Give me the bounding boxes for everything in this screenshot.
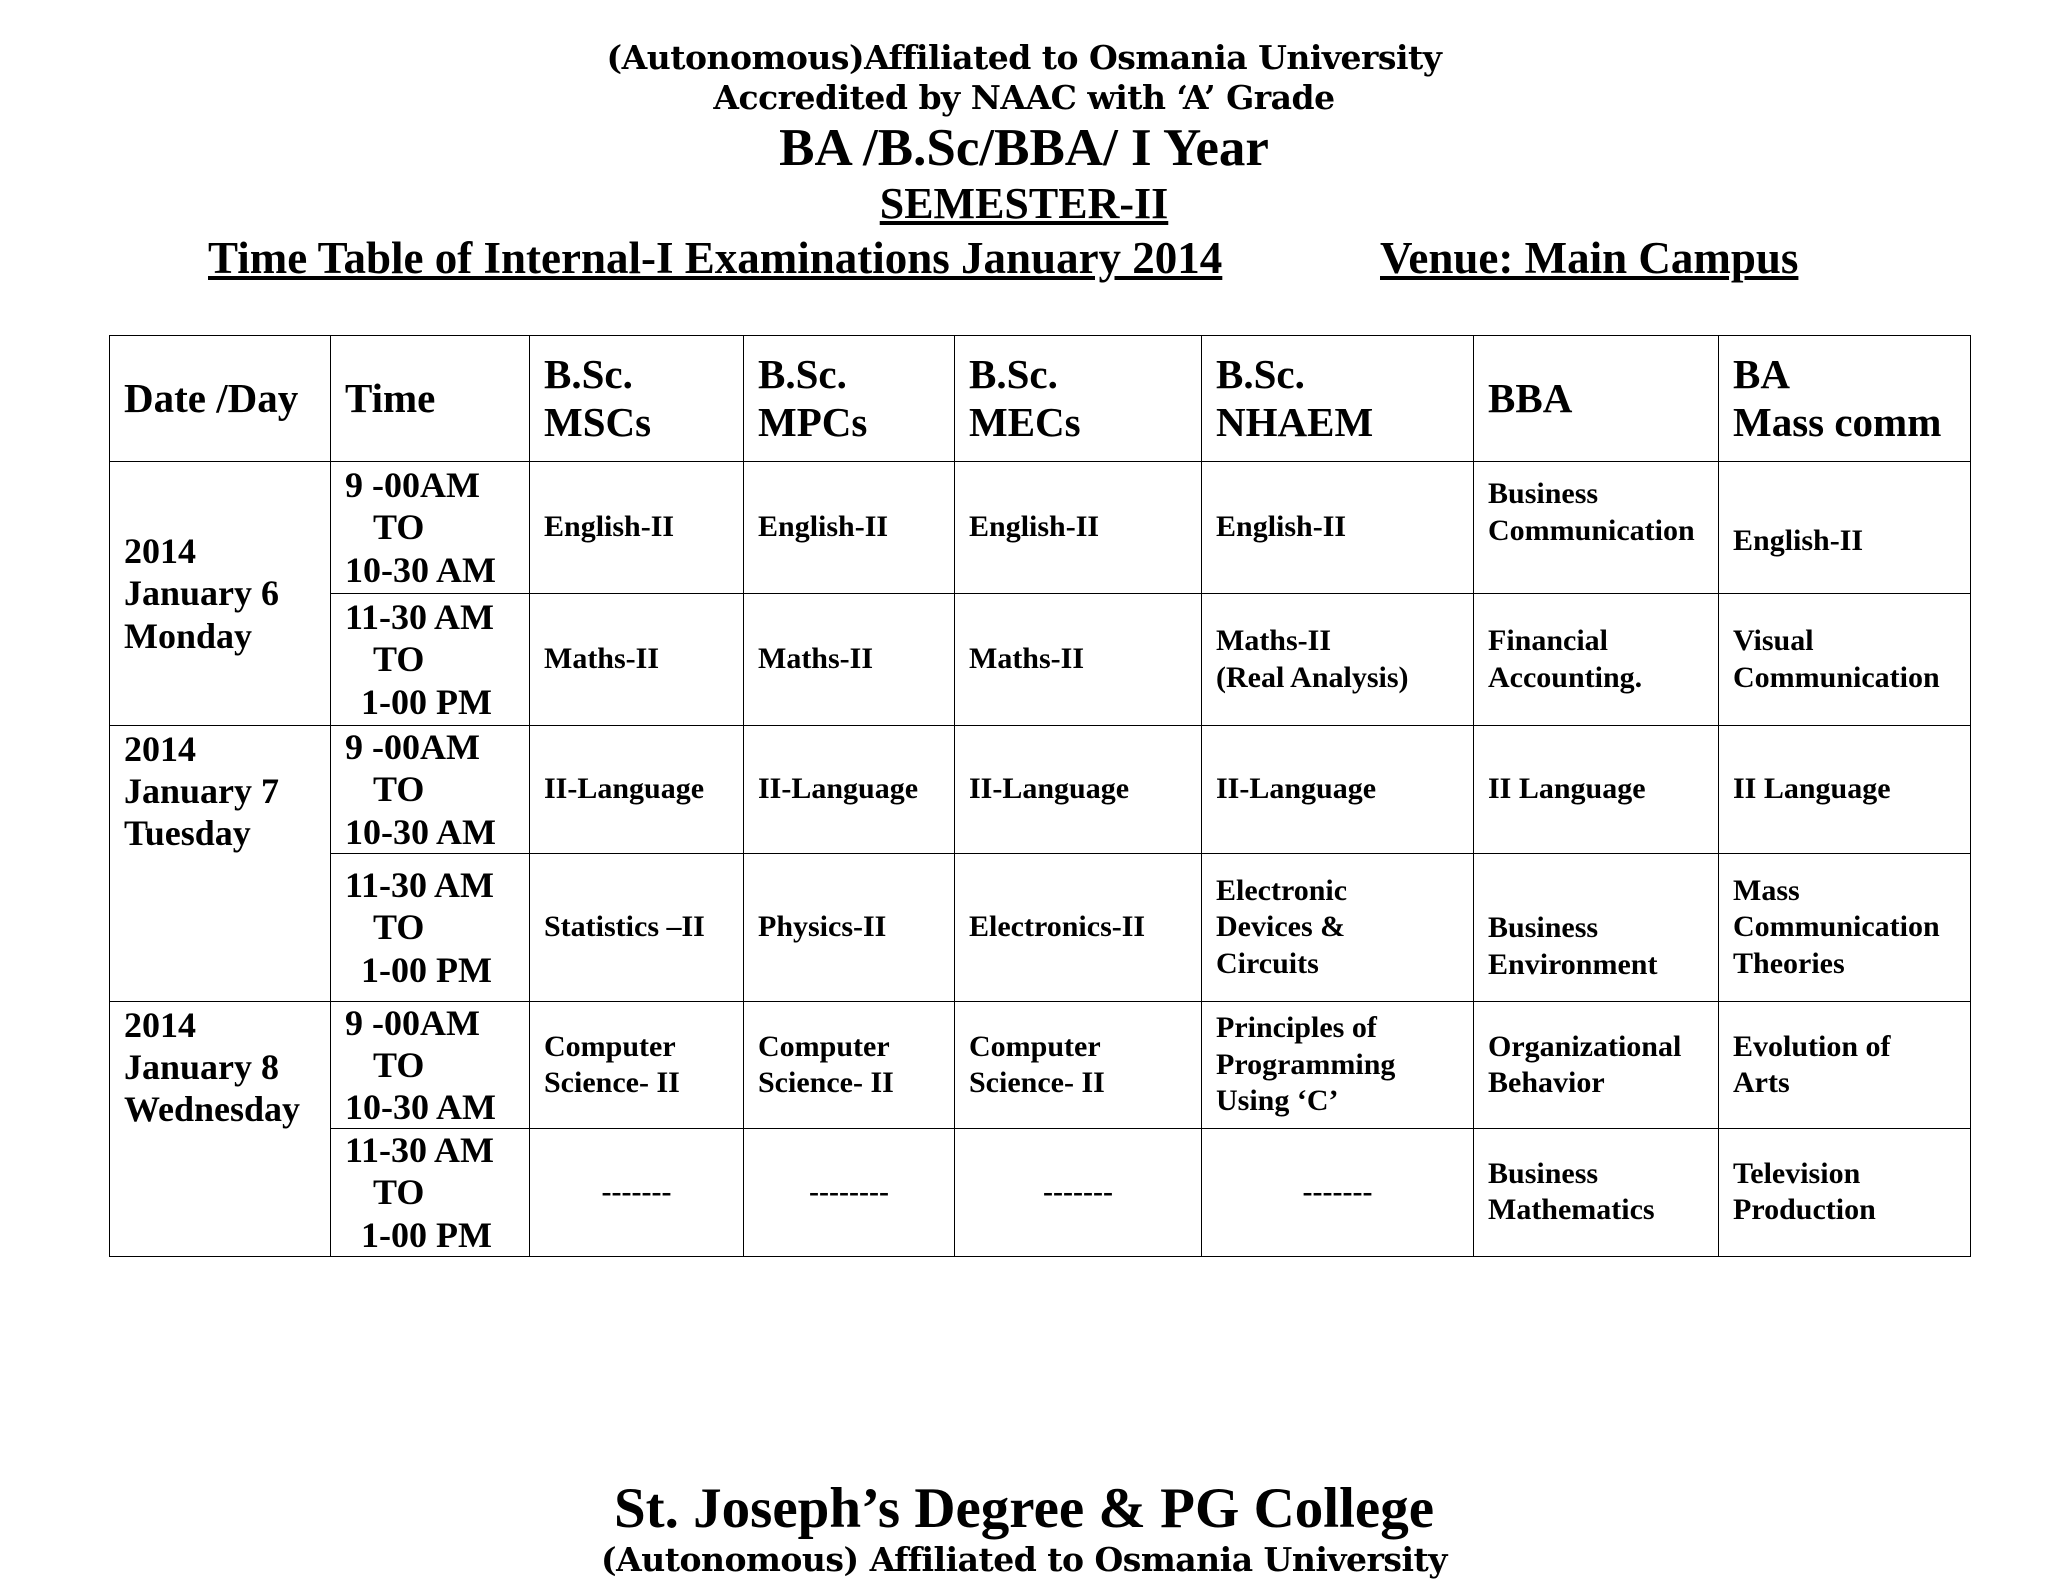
table-row	[110, 1129, 1971, 1256]
exam-timetable	[109, 335, 1971, 1257]
exam-cell: English-II	[1719, 462, 1971, 594]
exam-cell: Business Mathematics	[1474, 1129, 1719, 1256]
exam-cell: Maths-II (Real Analysis)	[1202, 594, 1474, 726]
header-accreditation: Accredited by NAAC with ‘A’ Grade	[713, 78, 1335, 117]
exam-cell: Mass Communication Theories	[1719, 854, 1971, 1002]
program-title: BA /B.Sc/BBA/ I Year	[779, 119, 1269, 177]
header-affiliation: (Autonomous)Affiliated to Osmania University	[606, 38, 1442, 77]
exam-cell: -------	[955, 1129, 1202, 1256]
exam-cell: English-II	[1202, 462, 1474, 594]
date-cell: 2014 January 7 Tuesday	[110, 726, 331, 1002]
exam-cell: Business Communication	[1474, 462, 1719, 594]
exam-cell: Maths-II	[955, 594, 1202, 726]
exam-cell: II Language	[1719, 726, 1971, 854]
table-row	[110, 726, 1971, 854]
semester-title: SEMESTER-II	[879, 179, 1169, 228]
header-bsc-nhaem: B.Sc. NHAEM	[1202, 336, 1474, 462]
time-cell: 9 -00AM TO 10-30 AM	[331, 462, 530, 594]
time-cell: 9 -00AM TO 10-30 AM	[331, 1002, 530, 1129]
exam-cell: II Language	[1474, 726, 1719, 854]
header-bba: BBA	[1474, 336, 1719, 462]
exam-cell: Maths-II	[530, 594, 744, 726]
college-name: St. Joseph’s Degree & PG College	[613, 1477, 1434, 1540]
exam-cell: Business Environment	[1474, 854, 1719, 1002]
exam-cell: Computer Science- II	[955, 1002, 1202, 1129]
table-row	[110, 462, 1971, 594]
table-row	[110, 854, 1971, 1002]
exam-cell: II-Language	[1202, 726, 1474, 854]
date-cell: 2014 January 8 Wednesday	[110, 1002, 331, 1257]
exam-cell: Electronic Devices & Circuits	[1202, 854, 1474, 1002]
exam-cell: Statistics –II	[530, 854, 744, 1002]
header-time: Time	[331, 336, 530, 462]
header-bsc-mecs: B.Sc. MECs	[955, 336, 1202, 462]
exam-cell: II-Language	[955, 726, 1202, 854]
time-cell: 11-30 AM TO 1-00 PM	[331, 854, 530, 1002]
exam-cell: --------	[744, 1129, 955, 1256]
exam-cell: Evolution of Arts	[1719, 1002, 1971, 1129]
header-bsc-mpcs: B.Sc. MPCs	[744, 336, 955, 462]
exam-cell: English-II	[955, 462, 1202, 594]
venue-label: Venue: Main Campus	[1380, 233, 1799, 283]
exam-cell: Computer Science- II	[744, 1002, 955, 1129]
timetable-title: Time Table of Internal-I Examinations January 2014	[208, 233, 1223, 283]
exam-cell: Maths-II	[744, 594, 955, 726]
exam-cell: Principles of Programming Using ‘C’	[1202, 1002, 1474, 1129]
table-row	[110, 1002, 1971, 1129]
exam-cell: English-II	[744, 462, 955, 594]
exam-cell: Financial Accounting.	[1474, 594, 1719, 726]
date-cell: 2014 January 6 Monday	[110, 462, 331, 726]
exam-cell: Organizational Behavior	[1474, 1002, 1719, 1129]
table-header-row	[110, 336, 1971, 462]
exam-cell: II-Language	[744, 726, 955, 854]
exam-cell: -------	[1202, 1129, 1474, 1256]
header-bsc-mscs: B.Sc. MSCs	[530, 336, 744, 462]
footer-affiliation: (Autonomous) Affiliated to Osmania University	[601, 1540, 1447, 1579]
exam-cell: Physics-II	[744, 854, 955, 1002]
header-date-day: Date /Day	[110, 336, 331, 462]
exam-cell: -------	[530, 1129, 744, 1256]
time-cell: 9 -00AM TO 10-30 AM	[331, 726, 530, 854]
exam-cell: Television Production	[1719, 1129, 1971, 1256]
exam-cell: Electronics-II	[955, 854, 1202, 1002]
header-ba-mass-comm: BA Mass comm	[1719, 336, 1971, 462]
exam-cell: English-II	[530, 462, 744, 594]
time-cell: 11-30 AM TO 1-00 PM	[331, 594, 530, 726]
exam-cell: Computer Science- II	[530, 1002, 744, 1129]
exam-cell: Visual Communication	[1719, 594, 1971, 726]
time-cell: 11-30 AM TO 1-00 PM	[331, 1129, 530, 1256]
exam-cell: II-Language	[530, 726, 744, 854]
table-row	[110, 594, 1971, 726]
